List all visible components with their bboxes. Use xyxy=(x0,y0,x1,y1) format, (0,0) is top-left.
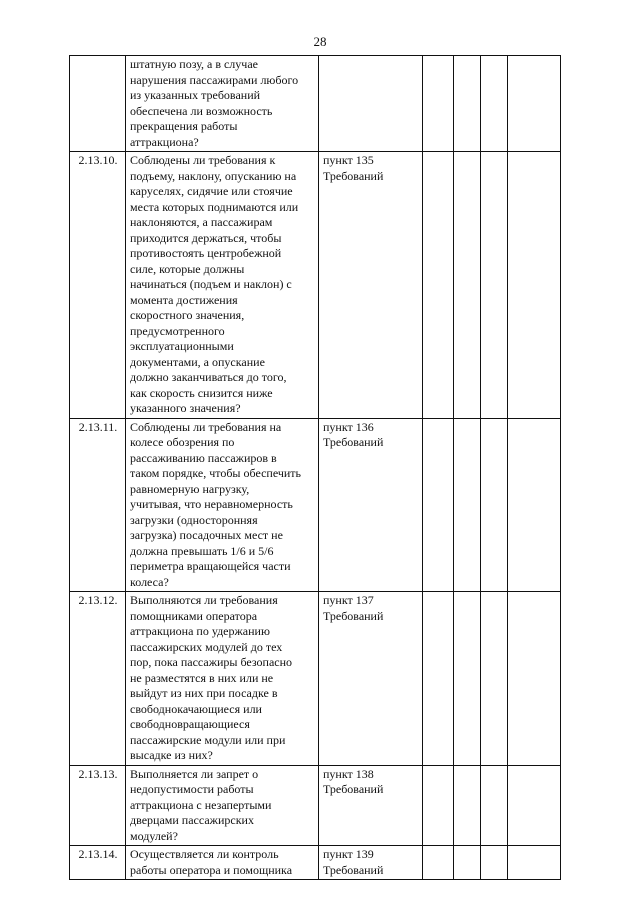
item-number: 2.13.10. xyxy=(70,152,126,419)
item-number: 2.13.12. xyxy=(70,592,126,766)
question-text: Соблюдены ли требования к подъему, наклону, опусканию на каруселях, сидячие или стоячие места которых поднимаются или наклоняются, а пассажирам приходится держаться, чтобы противостоять центробежной силе, которые должны начинаться (подъем и наклон) с момента достижения скоростного значения, предусмотренного эксплуатационными документами, а опускание должно заканчиваться до того, как скорость снизится ниже указанного значения? xyxy=(126,152,319,419)
notes-cell xyxy=(508,418,561,592)
answer-cell-na xyxy=(481,592,508,766)
answer-cell-yes xyxy=(423,152,454,419)
requirement-reference: пункт 138 Требований xyxy=(319,765,423,846)
table-row xyxy=(70,56,561,152)
answer-cell-na xyxy=(481,765,508,846)
notes-cell xyxy=(508,765,561,846)
table-row xyxy=(70,846,561,880)
answer-cell-no xyxy=(454,765,481,846)
answer-cell-no xyxy=(454,592,481,766)
answer-cell-yes xyxy=(423,592,454,766)
answer-cell-na xyxy=(481,56,508,152)
answer-cell-yes xyxy=(423,846,454,880)
item-number: 2.13.14. xyxy=(70,846,126,880)
answer-cell-no xyxy=(454,418,481,592)
requirement-reference: пункт 137 Требований xyxy=(319,592,423,766)
answer-cell-no xyxy=(454,846,481,880)
table-row xyxy=(70,418,561,592)
page-number: 28 xyxy=(313,34,327,49)
item-number: 2.13.13. xyxy=(70,765,126,846)
notes-cell xyxy=(508,592,561,766)
notes-cell xyxy=(508,152,561,419)
notes-cell xyxy=(508,846,561,880)
answer-cell-yes xyxy=(423,418,454,592)
question-text: Выполняется ли запрет о недопустимости работы аттракциона с незапертыми дверцами пассажирских модулей? xyxy=(126,765,319,846)
table-row xyxy=(70,765,561,846)
answer-cell-no xyxy=(454,152,481,419)
table-row xyxy=(70,592,561,766)
requirement-reference: пункт 139 Требований xyxy=(319,846,423,880)
answer-cell-yes xyxy=(423,56,454,152)
answer-cell-na xyxy=(481,846,508,880)
table-row xyxy=(70,152,561,419)
requirement-reference: пункт 135 Требований xyxy=(319,152,423,419)
answer-cell-na xyxy=(481,418,508,592)
item-number xyxy=(70,56,126,152)
requirement-reference: пункт 136 Требований xyxy=(319,418,423,592)
question-text: Соблюдены ли требования на колесе обозрения по рассаживанию пассажиров в таком порядке, чтобы обеспечить равномерную нагрузку, учитывая, что неравномерность загрузки (односторонняя загрузка) посадочных мест не должна превышать 1/6 и 5/6 периметра вращающейся части колеса? xyxy=(126,418,319,592)
notes-cell xyxy=(508,56,561,152)
question-text: Выполняются ли требования помощниками оператора аттракциона по удержанию пассажирских модулей до тех пор, пока пассажиры безопасно не разместятся в них или не выйдут из них при посадке в свободнокачающиеся или свободновращающиеся пассажирские модули или при высадке из них? xyxy=(126,592,319,766)
question-text: Осуществляется ли контроль работы оператора и помощника xyxy=(126,846,319,880)
answer-cell-no xyxy=(454,56,481,152)
question-text: штатную позу, а в случае нарушения пассажирами любого из указанных требований обеспечена ли возможность прекращения работы аттракциона? xyxy=(126,56,319,152)
item-number: 2.13.11. xyxy=(70,418,126,592)
checklist-table xyxy=(69,55,561,880)
answer-cell-yes xyxy=(423,765,454,846)
requirement-reference xyxy=(319,56,423,152)
answer-cell-na xyxy=(481,152,508,419)
